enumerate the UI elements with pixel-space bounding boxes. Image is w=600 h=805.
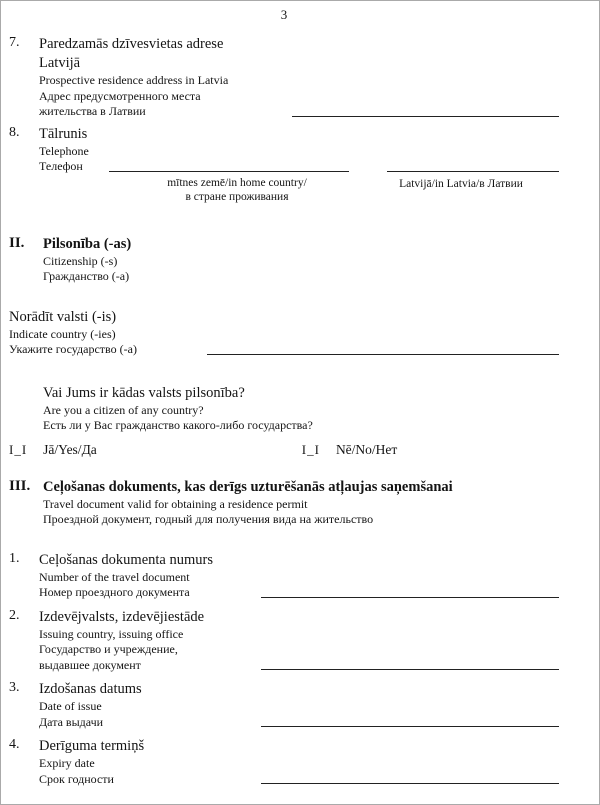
citizenship-question-en: Are you a citizen of any country? <box>43 402 204 417</box>
citizenship-answer-row <box>9 442 559 458</box>
travel-doc-item1-lv: Ceļošanas dokumenta numurs <box>39 551 213 568</box>
indicate-country-ru: Укажите государство (-a) <box>9 342 137 356</box>
checkbox-no-label: Nē/No/Нет <box>335 441 398 457</box>
travel-doc-item3-en: Date of issue <box>39 699 102 713</box>
section-citizenship-title-ru: Гражданство (-a) <box>43 269 130 283</box>
travel-doc-item2-ru-2: выдавшее документ <box>39 657 141 672</box>
section-travel-doc-numeral: III. <box>9 477 31 494</box>
citizenship-question <box>43 384 559 434</box>
item8-label-lv: Tālrunis <box>39 125 88 142</box>
item8-telephone <box>9 125 559 204</box>
travel-doc-item-expiry <box>9 737 559 787</box>
item7-number: 7. <box>9 35 20 50</box>
travel-doc-issue-date-field-line[interactable] <box>261 726 559 727</box>
travel-doc-item4-num: 4. <box>9 737 20 752</box>
indicate-country-lv: Norādīt valsti (-is) <box>9 308 117 325</box>
citizenship-question-ru: Есть ли у Вас гражданство какого-либо государства? <box>43 418 313 432</box>
checkbox-no[interactable]: I_I <box>301 441 320 457</box>
item7-label-ru-1: Адрес предусмотренного места <box>39 88 201 103</box>
section-travel-doc-title-en: Travel document valid for obtaining a residence permit <box>43 496 308 511</box>
travel-doc-item1-ru: Номер проездного документа <box>39 585 190 599</box>
travel-doc-item2-lv: Izdevējvalsts, izdevējiestāde <box>39 608 205 625</box>
item7-label-lv-1: Paredzamās dzīvesvietas adrese <box>39 36 224 52</box>
checkbox-yes-label: Jā/Yes/Да <box>43 441 97 457</box>
travel-doc-item3-lv: Izdošanas datums <box>39 681 142 697</box>
section-citizenship-heading <box>9 235 559 285</box>
item7-label-lv-2: Latvijā <box>39 55 81 71</box>
travel-doc-item4-lv: Derīguma termiņš <box>39 738 145 754</box>
section-travel-doc-title-lv: Ceļošanas dokuments, kas derīgs uzturēšanās atļaujas saņemšanai <box>43 478 453 495</box>
item8-caption-home-country <box>111 176 363 204</box>
travel-doc-item2-en: Issuing country, issuing office <box>39 626 184 641</box>
travel-doc-item3-num: 3. <box>9 680 20 695</box>
travel-doc-item-issuer <box>9 608 559 674</box>
section-citizenship-numeral: II. <box>9 234 25 251</box>
item8-caption-latvia: Latvijā/in Latvia/в Латвии <box>399 177 523 190</box>
travel-doc-item3-ru: Дата выдачи <box>39 714 104 729</box>
item8-caption-home-line2: в стране проживания <box>185 190 289 203</box>
travel-doc-issuer-field-line[interactable] <box>261 669 559 670</box>
travel-doc-item1-en: Number of the travel document <box>39 569 190 584</box>
section-citizenship-title-en: Citizenship (-s) <box>43 253 118 268</box>
checkbox-yes[interactable]: I_I <box>9 441 28 457</box>
section-travel-doc-title-ru: Проездной документ, годный для получения вида на жительство <box>43 512 374 526</box>
travel-doc-item-issue-date <box>9 680 559 730</box>
item7-residence-address <box>9 35 559 120</box>
travel-doc-item2-ru-1: Государство и учреждение, <box>39 642 178 656</box>
item7-label-ru-2: жительства в Латвии <box>39 104 146 118</box>
travel-doc-item4-ru: Срок годности <box>39 771 114 786</box>
section-travel-doc-heading <box>9 478 559 528</box>
indicate-country-en: Indicate country (-ies) <box>9 326 116 341</box>
item7-address-field-line[interactable] <box>292 116 559 117</box>
travel-doc-expiry-field-line[interactable] <box>261 783 559 784</box>
item8-caption-home-line1: mītnes zemē/in home country/ <box>167 176 307 189</box>
item7-label-en: Prospective residence address in Latvia <box>39 73 229 87</box>
item8-phone-latvia-field-line[interactable] <box>387 171 559 172</box>
item8-number: 8. <box>9 124 20 140</box>
item8-label-ru: Телефон <box>39 159 83 173</box>
section-citizenship-title-lv: Pilsonība (-as) <box>43 235 132 252</box>
item8-phone-home-field-line[interactable] <box>109 171 349 172</box>
page-number: 3 <box>280 7 288 22</box>
travel-doc-item1-num: 1. <box>9 550 20 566</box>
travel-doc-number-field-line[interactable] <box>261 597 559 598</box>
indicate-country-field-line[interactable] <box>207 354 559 355</box>
travel-doc-item4-en: Expiry date <box>39 756 95 770</box>
indicate-country-block <box>9 308 559 358</box>
item8-label-en: Telephone <box>39 143 89 158</box>
citizenship-question-lv: Vai Jums ir kādas valsts pilsonība? <box>43 384 245 401</box>
travel-doc-item-number <box>9 551 559 601</box>
travel-doc-item2-num: 2. <box>9 607 20 623</box>
